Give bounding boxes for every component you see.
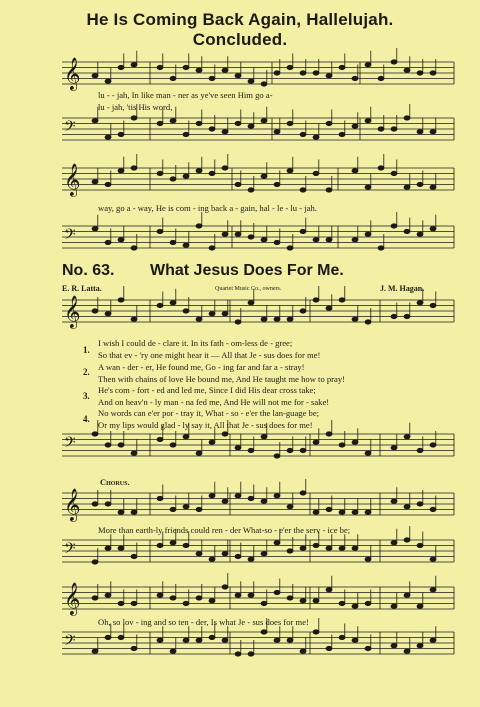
- note-head: [222, 166, 228, 170]
- note-head: [183, 243, 189, 247]
- note-head: [404, 185, 410, 189]
- note-head: [92, 560, 98, 564]
- note-head: [235, 494, 241, 498]
- note-head: [222, 499, 228, 503]
- verse-line: A wan - der - er, He found me, Go - ing far and far a - stray!: [98, 362, 305, 372]
- note-head: [92, 227, 98, 231]
- verse-line: Then with chains of love He bound me, And He taught me how to pray!: [98, 374, 346, 384]
- chorus-line: Oh, so lov - ing and so ten - der, Is what Je - sus does for me!: [98, 617, 309, 627]
- note-head: [131, 246, 137, 250]
- lyric-line: way, go a - way, He is com - ing back a - gain, hal - le - lu - jah.: [98, 203, 317, 213]
- note-head: [105, 635, 111, 639]
- note-head: [131, 116, 137, 120]
- note-head: [274, 317, 280, 321]
- note-head: [300, 132, 306, 136]
- note-head: [287, 246, 293, 250]
- note-head: [209, 312, 215, 316]
- note-head: [248, 496, 254, 500]
- note-head: [313, 135, 319, 139]
- note-head: [157, 121, 163, 125]
- note-head: [365, 232, 371, 236]
- note-head: [131, 554, 137, 558]
- note-head: [313, 238, 319, 242]
- note-head: [131, 646, 137, 650]
- note-head: [92, 309, 98, 313]
- verse-number: 1.: [83, 345, 90, 355]
- note-head: [248, 124, 254, 128]
- note-head: [92, 119, 98, 123]
- note-head: [222, 130, 228, 134]
- note-head: [300, 546, 306, 550]
- note-head: [170, 541, 176, 545]
- note-head: [391, 499, 397, 503]
- note-head: [118, 601, 124, 605]
- note-head: [391, 644, 397, 648]
- note-head: [157, 437, 163, 441]
- note-head: [170, 596, 176, 600]
- note-head: [157, 638, 163, 642]
- note-head: [326, 646, 332, 650]
- note-head: [417, 182, 423, 186]
- note-head: [222, 432, 228, 436]
- note-head: [209, 599, 215, 603]
- note-head: [313, 543, 319, 547]
- note-head: [118, 238, 124, 242]
- bass-clef-icon: 𝄢: [64, 226, 76, 247]
- treble-clef-icon: 𝄞: [64, 582, 81, 615]
- note-head: [274, 590, 280, 594]
- verse-number: 4.: [83, 414, 90, 424]
- note-head: [365, 185, 371, 189]
- note-head: [131, 166, 137, 170]
- note-head: [404, 593, 410, 597]
- note-head: [326, 74, 332, 78]
- note-head: [105, 182, 111, 186]
- note-head: [430, 443, 436, 447]
- note-head: [170, 443, 176, 447]
- chorus-line: More than earth-ly friends could ren - der What-so - e'er the serv - ice be;: [98, 525, 351, 535]
- note-head: [391, 60, 397, 64]
- note-head: [222, 585, 228, 589]
- note-head: [196, 552, 202, 556]
- note-head: [183, 309, 189, 313]
- note-head: [248, 79, 254, 83]
- note-head: [326, 588, 332, 592]
- note-head: [170, 240, 176, 244]
- lyric-line: lu - jah, 'tis His word,: [98, 102, 173, 112]
- note-head: [196, 507, 202, 511]
- note-head: [313, 298, 319, 302]
- note-head: [170, 649, 176, 653]
- note-head: [378, 246, 384, 250]
- note-head: [417, 71, 423, 75]
- note-head: [365, 510, 371, 514]
- note-head: [417, 301, 423, 305]
- note-head: [287, 505, 293, 509]
- note-head: [339, 65, 345, 69]
- note-head: [313, 599, 319, 603]
- note-head: [378, 166, 384, 170]
- note-head: [261, 174, 267, 178]
- note-head: [92, 596, 98, 600]
- note-head: [300, 649, 306, 653]
- note-head: [430, 303, 436, 307]
- note-head: [157, 303, 163, 307]
- note-head: [352, 638, 358, 642]
- note-head: [170, 119, 176, 123]
- note-head: [352, 76, 358, 80]
- note-head: [300, 309, 306, 313]
- note-head: [196, 596, 202, 600]
- note-head: [391, 446, 397, 450]
- note-head: [365, 63, 371, 67]
- note-head: [430, 638, 436, 642]
- note-head: [209, 246, 215, 250]
- note-head: [248, 557, 254, 561]
- note-head: [391, 224, 397, 228]
- note-head: [170, 507, 176, 511]
- note-head: [209, 127, 215, 131]
- note-head: [222, 68, 228, 72]
- note-head: [274, 71, 280, 75]
- note-head: [404, 116, 410, 120]
- note-head: [157, 543, 163, 547]
- note-head: [222, 638, 228, 642]
- note-head: [261, 552, 267, 556]
- hymn-title: What Jesus Does For Me.: [150, 262, 344, 279]
- note-head: [287, 121, 293, 125]
- note-head: [430, 507, 436, 511]
- note-head: [261, 435, 267, 439]
- note-head: [131, 451, 137, 455]
- note-head: [430, 227, 436, 231]
- note-head: [339, 298, 345, 302]
- note-head: [404, 68, 410, 72]
- note-head: [339, 546, 345, 550]
- note-head: [105, 546, 111, 550]
- note-head: [430, 557, 436, 561]
- verse-line: So that ev - 'ry one might hear it — All that Je - sus does for me!: [98, 350, 321, 360]
- note-head: [326, 238, 332, 242]
- verse-line: Or my lips would glad - ly say it, All that Je - sus does for me!: [98, 420, 313, 430]
- note-head: [131, 63, 137, 67]
- hymn-number: No. 63.: [62, 262, 115, 279]
- note-head: [105, 502, 111, 506]
- note-head: [430, 185, 436, 189]
- note-head: [248, 448, 254, 452]
- note-head: [391, 541, 397, 545]
- note-head: [183, 435, 189, 439]
- verse-line: I wish I could de - clare it. In its fath - om-less de - gree;: [98, 338, 293, 348]
- note-head: [300, 71, 306, 75]
- note-head: [235, 74, 241, 78]
- note-head: [196, 68, 202, 72]
- note-head: [209, 440, 215, 444]
- note-head: [261, 499, 267, 503]
- note-head: [209, 171, 215, 175]
- note-head: [183, 638, 189, 642]
- treble-clef-icon: 𝄞: [64, 163, 81, 196]
- note-head: [417, 644, 423, 648]
- note-head: [365, 646, 371, 650]
- note-head: [391, 127, 397, 131]
- note-head: [313, 71, 319, 75]
- verse-number: 2.: [83, 367, 90, 377]
- note-head: [378, 127, 384, 131]
- note-head: [235, 121, 241, 125]
- note-head: [105, 443, 111, 447]
- note-head: [235, 182, 241, 186]
- note-head: [417, 130, 423, 134]
- note-head: [287, 596, 293, 600]
- note-head: [313, 510, 319, 514]
- note-head: [430, 588, 436, 592]
- note-head: [274, 494, 280, 498]
- note-head: [183, 505, 189, 509]
- note-head: [391, 171, 397, 175]
- note-head: [352, 440, 358, 444]
- note-head: [248, 593, 254, 597]
- note-head: [157, 496, 163, 500]
- note-head: [274, 454, 280, 458]
- note-head: [326, 432, 332, 436]
- note-head: [131, 510, 137, 514]
- note-head: [196, 451, 202, 455]
- note-head: [105, 240, 111, 244]
- note-head: [261, 82, 267, 86]
- note-head: [183, 132, 189, 136]
- note-head: [235, 593, 241, 597]
- note-head: [235, 446, 241, 450]
- note-head: [274, 638, 280, 642]
- note-head: [261, 119, 267, 123]
- note-head: [105, 593, 111, 597]
- note-head: [352, 169, 358, 173]
- note-head: [339, 635, 345, 639]
- note-head: [287, 448, 293, 452]
- note-head: [339, 443, 345, 447]
- note-head: [118, 169, 124, 173]
- note-head: [417, 604, 423, 608]
- note-head: [222, 552, 228, 556]
- note-head: [92, 74, 98, 78]
- treble-clef-icon: 𝄞: [64, 295, 81, 328]
- note-head: [404, 649, 410, 653]
- note-head: [131, 317, 137, 321]
- note-head: [404, 314, 410, 318]
- note-head: [287, 65, 293, 69]
- note-head: [365, 557, 371, 561]
- bass-clef-icon: 𝄢: [64, 632, 76, 653]
- note-head: [131, 601, 137, 605]
- note-head: [313, 440, 319, 444]
- note-head: [209, 494, 215, 498]
- note-head: [196, 169, 202, 173]
- verse-number: 3.: [83, 391, 90, 401]
- note-head: [339, 132, 345, 136]
- note-head: [105, 312, 111, 316]
- note-head: [339, 510, 345, 514]
- note-head: [274, 130, 280, 134]
- note-head: [92, 180, 98, 184]
- note-head: [404, 538, 410, 542]
- note-head: [313, 630, 319, 634]
- note-head: [326, 546, 332, 550]
- note-head: [352, 510, 358, 514]
- note-head: [92, 649, 98, 653]
- note-head: [365, 451, 371, 455]
- note-head: [274, 182, 280, 186]
- treble-clef-icon: 𝄞: [64, 488, 81, 521]
- note-head: [287, 638, 293, 642]
- note-head: [300, 448, 306, 452]
- note-head: [196, 638, 202, 642]
- note-head: [222, 312, 228, 316]
- note-head: [287, 317, 293, 321]
- note-head: [417, 543, 423, 547]
- note-head: [417, 448, 423, 452]
- note-head: [365, 601, 371, 605]
- note-head: [118, 510, 124, 514]
- note-head: [196, 317, 202, 321]
- note-head: [300, 188, 306, 192]
- note-head: [326, 507, 332, 511]
- note-head: [404, 435, 410, 439]
- note-head: [183, 65, 189, 69]
- note-head: [235, 232, 241, 236]
- lyric-line: lu - - jah, In like man - ner as ye've seen Him go a-: [98, 90, 273, 100]
- note-head: [326, 188, 332, 192]
- note-head: [157, 593, 163, 597]
- bass-clef-icon: 𝄢: [64, 434, 76, 455]
- note-head: [261, 238, 267, 242]
- song-title-concluded: Concluded.: [192, 30, 288, 49]
- note-head: [261, 317, 267, 321]
- note-head: [248, 235, 254, 239]
- note-head: [170, 76, 176, 80]
- note-head: [404, 229, 410, 233]
- note-head: [183, 174, 189, 178]
- note-head: [365, 320, 371, 324]
- note-head: [222, 232, 228, 236]
- note-head: [300, 599, 306, 603]
- treble-clef-icon: 𝄞: [64, 57, 81, 90]
- note-head: [196, 224, 202, 228]
- note-head: [274, 240, 280, 244]
- lyricist: E. R. Latta.: [62, 284, 102, 293]
- note-head: [118, 65, 124, 69]
- note-head: [235, 652, 241, 656]
- note-head: [248, 188, 254, 192]
- note-head: [417, 232, 423, 236]
- note-head: [118, 443, 124, 447]
- note-head: [118, 546, 124, 550]
- note-head: [365, 119, 371, 123]
- bass-clef-icon: 𝄢: [64, 540, 76, 561]
- note-head: [235, 320, 241, 324]
- note-head: [235, 554, 241, 558]
- copyright: Quartet Music Co., owners.: [215, 286, 282, 292]
- note-head: [352, 546, 358, 550]
- composer: J. M. Hagan.: [380, 284, 425, 293]
- note-head: [248, 301, 254, 305]
- note-head: [105, 79, 111, 83]
- note-head: [313, 171, 319, 175]
- note-head: [261, 630, 267, 634]
- note-head: [404, 505, 410, 509]
- note-head: [92, 502, 98, 506]
- note-head: [118, 635, 124, 639]
- note-head: [352, 604, 358, 608]
- note-head: [157, 171, 163, 175]
- verse-line: And on heav'n - ly man - na fed me, And He will not me for - sake!: [98, 397, 330, 407]
- note-head: [170, 301, 176, 305]
- note-head: [157, 65, 163, 69]
- song-title-continued: He Is Coming Back Again, Hallelujah.: [86, 10, 394, 29]
- note-head: [183, 601, 189, 605]
- verse-line: He's com - fort - ed and led me, Since I did His dear cross take;: [98, 385, 316, 395]
- note-head: [261, 601, 267, 605]
- note-head: [118, 132, 124, 136]
- note-head: [378, 76, 384, 80]
- note-head: [209, 76, 215, 80]
- chorus-label: Chorus.: [100, 477, 130, 487]
- note-head: [157, 229, 163, 233]
- note-head: [417, 502, 423, 506]
- note-head: [391, 604, 397, 608]
- note-head: [300, 491, 306, 495]
- note-head: [196, 121, 202, 125]
- note-head: [274, 541, 280, 545]
- note-head: [326, 121, 332, 125]
- note-head: [352, 124, 358, 128]
- note-head: [300, 229, 306, 233]
- note-head: [105, 135, 111, 139]
- note-head: [430, 130, 436, 134]
- note-head: [352, 238, 358, 242]
- bass-clef-icon: 𝄢: [64, 118, 76, 139]
- note-head: [287, 169, 293, 173]
- note-head: [118, 298, 124, 302]
- note-head: [326, 306, 332, 310]
- note-head: [287, 549, 293, 553]
- note-head: [391, 314, 397, 318]
- note-head: [183, 543, 189, 547]
- note-head: [430, 71, 436, 75]
- note-head: [352, 317, 358, 321]
- note-head: [209, 557, 215, 561]
- verse-line: No words can e'er por - tray it, What - so - e'er the lan-guage be;: [98, 408, 320, 418]
- note-head: [209, 635, 215, 639]
- note-head: [92, 432, 98, 436]
- note-head: [170, 177, 176, 181]
- note-head: [339, 601, 345, 605]
- note-head: [248, 652, 254, 656]
